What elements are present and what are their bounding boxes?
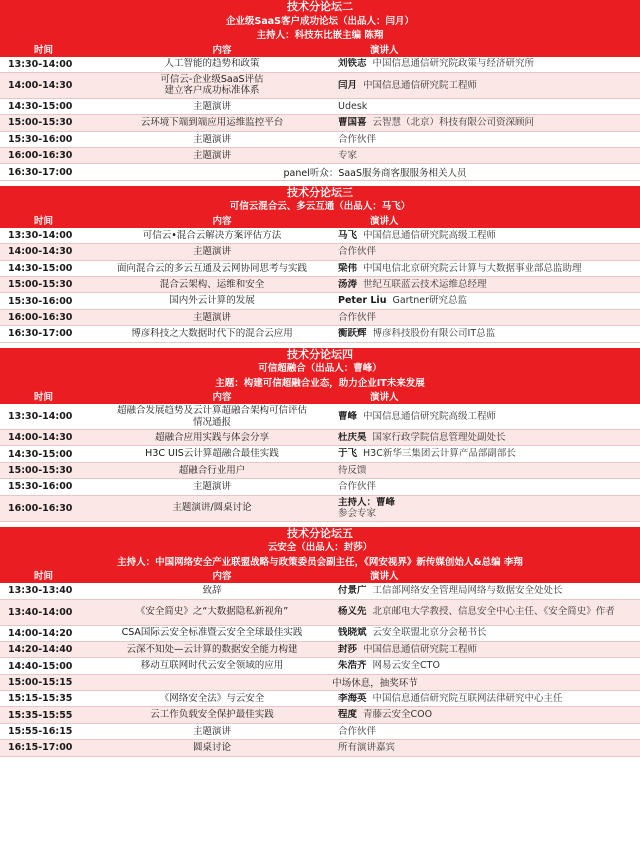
speaker-cell [334, 80, 640, 92]
speaker-org: Udesk [338, 100, 368, 112]
speaker-cell [334, 295, 640, 307]
agenda-row [0, 132, 640, 148]
session-time: 16:15-17:00 [8, 742, 73, 754]
speaker-name: Peter Liu [338, 295, 387, 307]
speaker-org: 中国电信北京研究院云计算与大数据事业部总监助理 [363, 262, 582, 274]
speaker-cell [334, 246, 640, 258]
agenda-row [0, 293, 640, 309]
speaker-cell [334, 328, 640, 340]
agenda-row [0, 148, 640, 164]
speaker-cell [334, 726, 640, 738]
speaker-cell [334, 709, 640, 721]
session-time: 16:00-16:30 [8, 311, 73, 323]
speaker-name: 付景广 [338, 585, 367, 597]
forum-title: 技术分论坛二 [287, 0, 353, 13]
speaker-column-header: 演讲人 [370, 571, 399, 583]
session-topic: 《安全简史》之“大数据隐私新视角” [135, 606, 289, 618]
speaker-line [338, 80, 640, 92]
column-header [0, 570, 640, 583]
speaker-line [338, 150, 640, 162]
session-topic: 主题演讲 [192, 246, 231, 258]
speaker-org: 中国信息通信研究院工程师 [363, 643, 478, 655]
speaker-org: 中国信息通信研究院政策与经济研究所 [372, 58, 535, 70]
speaker-cell [334, 585, 640, 597]
forum-title: 技术分论坛五 [287, 526, 353, 540]
session-time: 14:20-14:40 [8, 644, 73, 656]
speaker-line [338, 411, 640, 423]
content-column-header: 内容 [212, 44, 232, 56]
speaker-name: 李海英 [338, 693, 367, 705]
speaker-cell [334, 101, 640, 113]
speaker-name: 衡跃辉 [338, 328, 367, 340]
session-time: 15:15-15:35 [8, 693, 73, 705]
session-time: 16:00-16:30 [8, 502, 73, 514]
forum-banner [0, 348, 640, 392]
speaker-org: 待反馈 [338, 464, 367, 476]
session-time: 15:35-15:55 [8, 709, 73, 721]
session-time: 15:30-16:00 [8, 295, 73, 307]
session-time: 13:30-14:00 [8, 230, 73, 242]
forum-title: 技术分论坛四 [287, 347, 353, 361]
session-topic: 博彦科技之大数据时代下的混合云应用 [131, 328, 293, 340]
session-time: 14:30-15:00 [8, 448, 73, 460]
speaker-line [338, 606, 640, 618]
session-time: 14:40-15:00 [8, 660, 73, 672]
speaker-line [338, 627, 640, 639]
speaker-column-header: 演讲人 [370, 215, 399, 227]
speaker-line [338, 279, 640, 291]
speaker-org: 中国信息通信研究院高级工程师 [363, 229, 497, 241]
column-header [0, 215, 640, 228]
speaker-line [338, 742, 640, 754]
agenda-row [0, 675, 640, 691]
speaker-cell [334, 432, 640, 444]
session-topic: 可信云-企业级SaaS评估 建立客户成功标准体系 [160, 73, 264, 97]
speaker-org: 云智慧（北京）科技有限公司资深顾问 [372, 117, 535, 129]
time-column-header: 时间 [34, 392, 54, 404]
agenda-row [0, 57, 640, 73]
agenda-row [0, 99, 640, 115]
session-time: 14:30-15:00 [8, 262, 73, 274]
speaker-cell [334, 230, 640, 242]
speaker-name: 杨义先 [338, 606, 367, 618]
session-time: 15:00-15:15 [8, 676, 73, 688]
speaker-cell [334, 150, 640, 162]
agenda-row [0, 583, 640, 599]
speaker-line [338, 585, 640, 597]
agenda-row [0, 164, 640, 180]
forum-banner [0, 186, 640, 215]
agenda-row [0, 707, 640, 723]
agenda-row [0, 310, 640, 326]
speaker-cell [334, 117, 640, 129]
agenda-row [0, 463, 640, 479]
speaker-line [338, 263, 640, 275]
speaker-name: 于飞 [338, 448, 358, 460]
speaker-cell [334, 411, 640, 423]
speaker-org: 中国信息通信研究院互联网法律研究中心主任 [372, 693, 563, 705]
session-topic: H3C UIS云计算超融合最佳实践 [145, 448, 279, 460]
session-topic: 超融合发展趋势及云计算超融合架构可信评估 情况通报 [116, 405, 307, 428]
speaker-cell [334, 742, 640, 754]
forum-banner [0, 527, 640, 571]
speaker-name: 闫月 [338, 79, 358, 91]
speaker-line [338, 660, 640, 672]
time-column-header: 时间 [34, 571, 54, 583]
speaker-line [338, 481, 640, 493]
speaker-cell [334, 465, 640, 477]
speaker-org: 博彦科技股份有限公司IT总监 [372, 328, 496, 340]
speaker-name: 曹峰 [338, 410, 358, 422]
speaker-line [338, 465, 640, 477]
agenda-row [0, 115, 640, 131]
session-topic: 面向混合云的多云互通及云网协同思考与实践 [116, 262, 307, 274]
session-topic: 超融合应用实践与体会分享 [154, 432, 269, 444]
session-topic: 《网络安全法》与云安全 [159, 693, 265, 705]
session-topic: 主题演讲 [192, 481, 231, 493]
session-time: 15:30-16:00 [8, 481, 73, 493]
speaker-line [338, 693, 640, 705]
session-topic: 致辞 [202, 585, 222, 597]
session-time: 13:30-14:00 [8, 58, 73, 70]
speaker-line [338, 134, 640, 146]
speaker-name: 梁伟 [338, 262, 358, 274]
column-header [0, 391, 640, 404]
session-time: 14:00-14:30 [8, 432, 73, 444]
forum-subtitle: 云安全（出品人：封莎） [267, 542, 373, 554]
session-time: 15:00-15:30 [8, 465, 73, 477]
forum-subtitle: 可信超融合（出品人：曹峰） [258, 363, 382, 375]
speaker-cell [334, 627, 640, 639]
speaker-name: 主持人：曹峰 [338, 496, 396, 508]
session-time: 15:00-15:30 [8, 117, 73, 129]
speaker-cell [334, 263, 640, 275]
session-time: 16:30-17:00 [8, 328, 73, 340]
session-time: 16:30-17:00 [8, 166, 73, 178]
speaker-cell [334, 312, 640, 324]
speaker-org: H3C新华三集团云计算产品部副部长 [363, 448, 516, 460]
speaker-name: 杜庆昊 [338, 432, 367, 444]
agenda-row [0, 430, 640, 446]
speaker-name: 汤涛 [338, 278, 358, 290]
session-time: 15:30-16:00 [8, 133, 73, 145]
speaker-org: 国家行政学院信息管理处副处长 [372, 432, 506, 444]
forum-banner [0, 0, 640, 44]
content-column-header: 内容 [212, 392, 232, 404]
speaker-cell [334, 134, 640, 146]
session-topic: 移动互联网时代云安全领域的应用 [140, 660, 284, 672]
agenda-row [0, 642, 640, 658]
speaker-cell [334, 58, 640, 70]
column-header [0, 44, 640, 57]
time-column-header: 时间 [34, 215, 54, 227]
session-topic: 云环境下端到端应用运维监控平台 [140, 117, 284, 129]
speaker-org: 云安全联盟北京分会秘书长 [372, 627, 487, 639]
speaker-org: 专家 [338, 150, 358, 161]
agenda-row [0, 261, 640, 277]
agenda-row [0, 740, 640, 756]
speaker-cell [334, 644, 640, 656]
session-topic: 主题演讲 [192, 725, 231, 737]
speaker-org: 合作伙伴 [338, 311, 377, 323]
agenda-row [0, 479, 640, 495]
speaker-line [338, 58, 640, 70]
speaker-org: 工信部网络安全管理局网络与数据安全处处长 [372, 585, 563, 597]
agenda-row [0, 691, 640, 707]
agenda-row [0, 724, 640, 740]
session-topic: 超融合行业用户 [178, 464, 246, 476]
agenda-row [0, 73, 640, 99]
speaker-name: 刘铁志 [338, 58, 367, 70]
speaker-org: 合作伙伴 [338, 481, 377, 493]
speaker-name: 朱浩齐 [338, 660, 367, 672]
speaker-name: 钱晓斌 [338, 627, 367, 639]
time-column-header: 时间 [34, 44, 54, 56]
session-note: 中场休息，抽奖环节 [332, 678, 418, 690]
speaker-org: 合作伙伴 [338, 725, 377, 737]
session-topic: 主题演讲 [192, 100, 231, 112]
speaker-line [338, 117, 640, 129]
forum-subtitle: 主持人：科技东比嵌主编 陈翔 [256, 30, 384, 41]
speaker-line [338, 101, 640, 113]
speaker-line [338, 709, 640, 721]
speaker-cell [334, 693, 640, 705]
speaker-org: 合作伙伴 [338, 246, 377, 258]
content-column-header: 内容 [212, 215, 232, 227]
agenda-row [0, 326, 640, 342]
speaker-line [338, 448, 640, 460]
speaker-org: 合作伙伴 [338, 133, 377, 145]
session-time: 13:30-13:40 [8, 585, 73, 597]
session-time: 14:00-14:20 [8, 627, 73, 639]
speaker-name: 曹国喜 [338, 117, 367, 129]
session-topic: 人工智能的趋势和政策 [164, 58, 260, 70]
speaker-org: 中国信息通信研究院工程师 [363, 79, 478, 91]
session-time: 16:00-16:30 [8, 150, 73, 162]
speaker-cell [334, 279, 640, 291]
speaker-org: 网易云安全CTO [372, 660, 440, 672]
forum-subtitle: 可信云混合云、多云互通（出品人：马飞） [229, 201, 411, 213]
agenda-row [0, 496, 640, 522]
session-topic: 主题演讲 [192, 150, 231, 161]
agenda-row [0, 600, 640, 626]
speaker-name: 马飞 [338, 229, 358, 241]
speaker-org: 青藤云安全COO [363, 709, 433, 721]
speaker-cell [334, 448, 640, 460]
session-topic: 主题演讲 [192, 133, 231, 145]
speaker-line [338, 312, 640, 324]
session-topic: 云深不知处—云计算的数据安全能力构建 [126, 643, 298, 655]
speaker-line [338, 230, 640, 242]
agenda-row [0, 626, 640, 642]
session-topic: 主题演讲 [192, 311, 231, 323]
agenda-row [0, 244, 640, 260]
speaker-cell [334, 660, 640, 672]
speaker-org: Gartner研究总监 [392, 295, 468, 307]
speaker-line [338, 644, 640, 656]
speaker-column-header: 演讲人 [370, 392, 399, 404]
speaker-name: 程度 [338, 709, 358, 721]
agenda-row [0, 658, 640, 674]
speaker-org: 参会专家 [338, 508, 377, 520]
speaker-cell [334, 481, 640, 493]
speaker-org: 中国信息通信研究院高级工程师 [363, 410, 497, 422]
session-topic: 主题演讲/圆桌讨论 [172, 502, 252, 514]
session-topic: 圆桌讨论 [192, 742, 231, 754]
forum-subtitle: 主持人：中国网络安全产业联盟战略与政策委员会副主任，《网安视界》新传媒创始人&总编 李翔 [117, 556, 523, 568]
session-time: 15:00-15:30 [8, 279, 73, 291]
content-column-header: 内容 [212, 571, 232, 583]
session-time: 13:30-14:00 [8, 411, 73, 423]
session-time: 14:00-14:30 [8, 246, 73, 258]
speaker-line [338, 432, 640, 444]
session-topic: 云工作负载安全保护最佳实践 [150, 709, 274, 721]
speaker-org: 北京邮电大学教授、信息安全中心主任、《安全简史》作者 [372, 606, 615, 618]
speaker-org: 所有演讲嘉宾 [338, 742, 396, 754]
session-topic: 混合云架构、运维和安全 [159, 278, 265, 290]
session-time: 15:55-16:15 [8, 726, 73, 738]
session-time: 13:40-14:00 [8, 606, 73, 618]
speaker-name: 封莎 [338, 643, 358, 655]
speaker-line [338, 328, 640, 340]
speaker-cell [334, 606, 640, 618]
forum-title: 技术分论坛三 [287, 185, 353, 199]
session-time: 14:30-15:00 [8, 101, 73, 113]
session-topic: 国内外云计算的发展 [169, 295, 255, 307]
session-time: 14:00-14:30 [8, 79, 73, 91]
speaker-org: 世纪互联蓝云技术运维总经理 [363, 278, 487, 290]
agenda-row [0, 446, 640, 462]
speaker-cell [334, 497, 640, 520]
forum-subtitle: 主题：构建可信超融合业态，助力企业IT未来发展 [215, 377, 425, 389]
session-topic: 可信云•混合云解决方案评估方法 [142, 229, 282, 241]
speaker-line [338, 726, 640, 738]
session-topic: CSA国际云安全标准暨云安全全球最佳实践 [121, 627, 303, 639]
speaker-line [338, 295, 640, 307]
agenda-row [0, 277, 640, 293]
speaker-line [338, 246, 640, 258]
session-note: panel听众：SaaS服务商客服服务相关人员 [283, 168, 467, 180]
agenda-row [0, 228, 640, 244]
agenda-row [0, 404, 640, 430]
forum-subtitle: 企业级SaaS客户成功论坛（出品人：闫月） [225, 15, 414, 27]
speaker-column-header: 演讲人 [370, 44, 399, 56]
